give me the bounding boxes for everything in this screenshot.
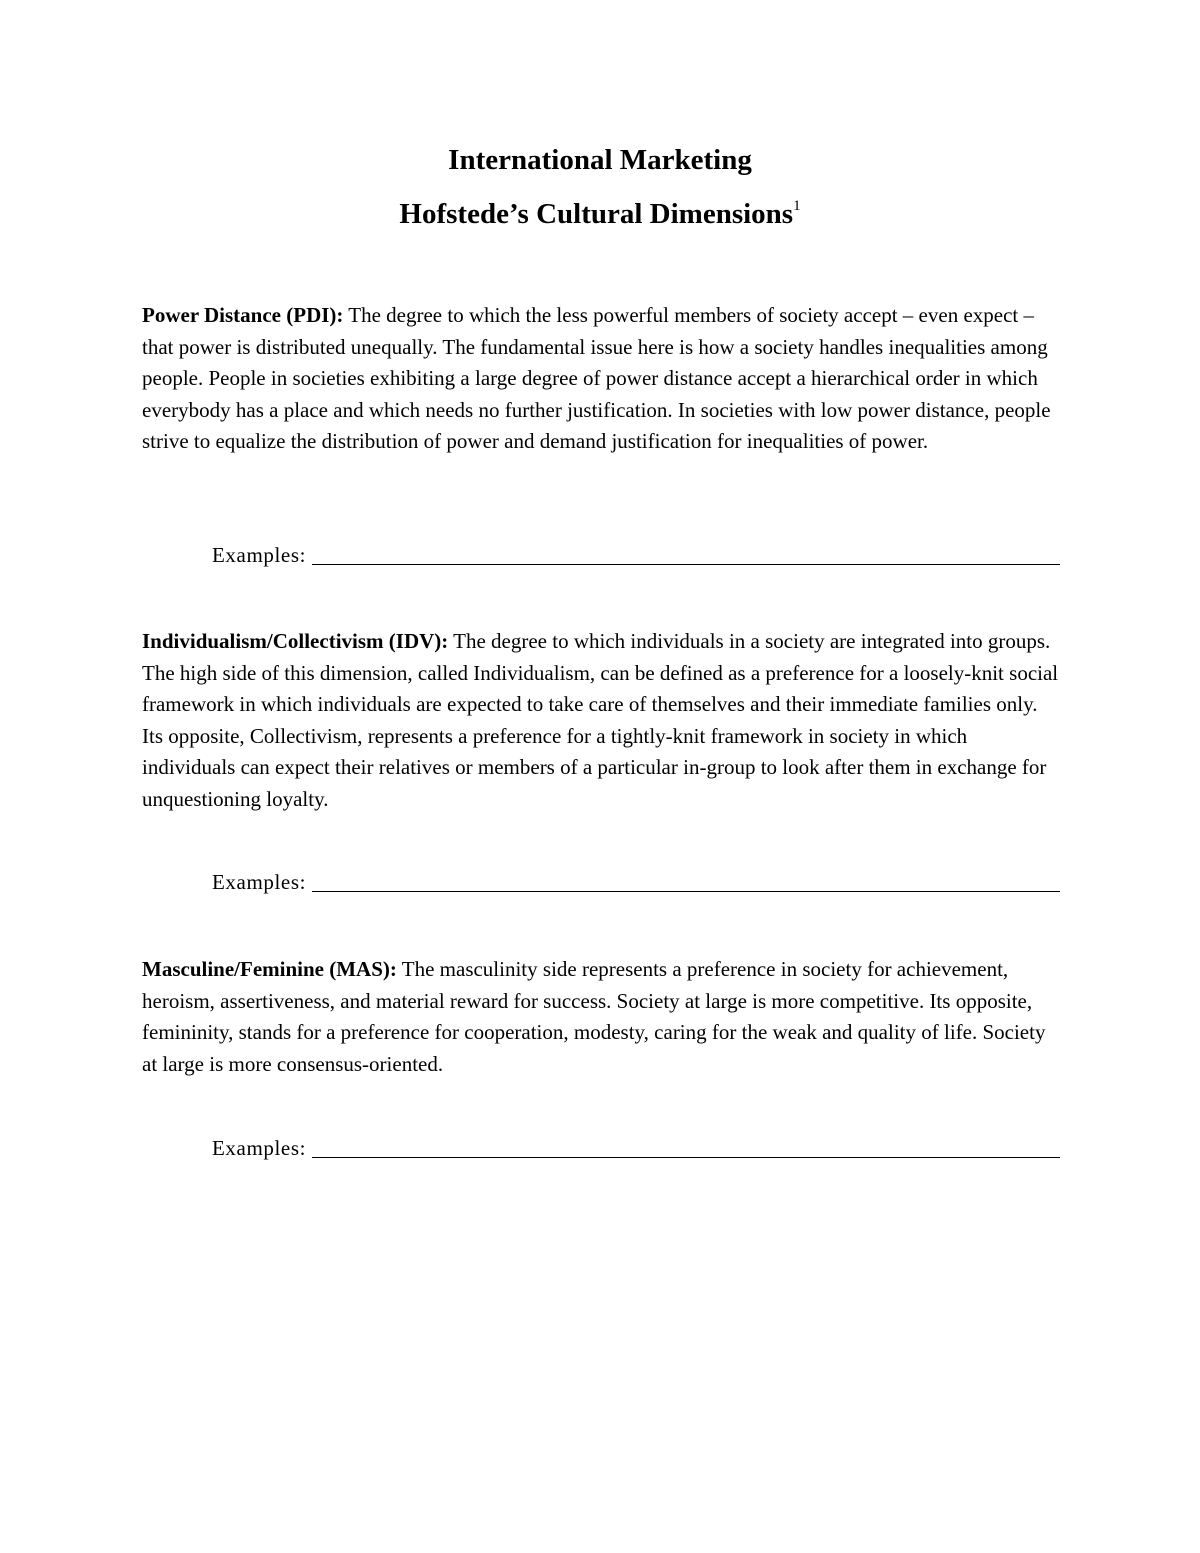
examples-line-power-distance: [212, 540, 1060, 570]
examples-line-masculine-feminine: [212, 1133, 1060, 1163]
examples-blank: [312, 563, 1060, 565]
document-title-text: International Marketing: [448, 144, 752, 176]
examples-line-individualism: [212, 867, 1060, 897]
section-term: Power Distance (PDI):: [142, 303, 344, 327]
examples-blank: [312, 1156, 1060, 1158]
section-definition: The degree to which the less powerful members of society accept – even expect – that power is distributed unequally. The fundamental issue here is how a society handles inequalities among people. People in societies exhibiting a large degree of power distance accept a hierarchical order in which everybody has a place and which needs no further justification. In societies with low power distance, people strive to equalize the distribution of power and demand justification for inequalities of power.: [142, 303, 1051, 453]
document-subtitle: [0, 194, 1200, 234]
section-individualism-collectivism: [142, 626, 1062, 815]
section-term: Individualism/Collectivism (IDV):: [142, 629, 449, 653]
section-masculine-feminine: [142, 954, 1062, 1080]
section-term: Masculine/Feminine (MAS):: [142, 957, 397, 981]
examples-label: Examples:: [212, 870, 307, 894]
document-title: [0, 140, 1200, 180]
footnote-marker: 1: [793, 198, 801, 214]
examples-label: Examples:: [212, 1136, 307, 1160]
section-definition: The degree to which individuals in a society are integrated into groups. The high side of this dimension, called Individualism, can be defined as a preference for a loosely-knit social framework in which individuals are expected to take care of themselves and their immediate families only. Its opposite, Collectivism, represents a preference for a tightly-knit framework in society in which individuals can expect their relatives or members of a particular in-group to look after them in exchange for unquestioning loyalty.: [142, 629, 1059, 811]
section-definition: The masculinity side represents a preference in society for achievement, heroism, assertiveness, and material reward for success. Society at large is more competitive. Its opposite, femininity, stands for a preference for cooperation, modesty, caring for the weak and quality of life. Society at large is more consensus-oriented.: [142, 957, 1046, 1076]
section-power-distance: [142, 300, 1062, 458]
examples-label: Examples:: [212, 543, 307, 567]
title-block: [0, 140, 1200, 234]
document-subtitle-text: Hofstede’s Cultural Dimensions: [399, 198, 794, 230]
examples-blank: [312, 890, 1060, 892]
